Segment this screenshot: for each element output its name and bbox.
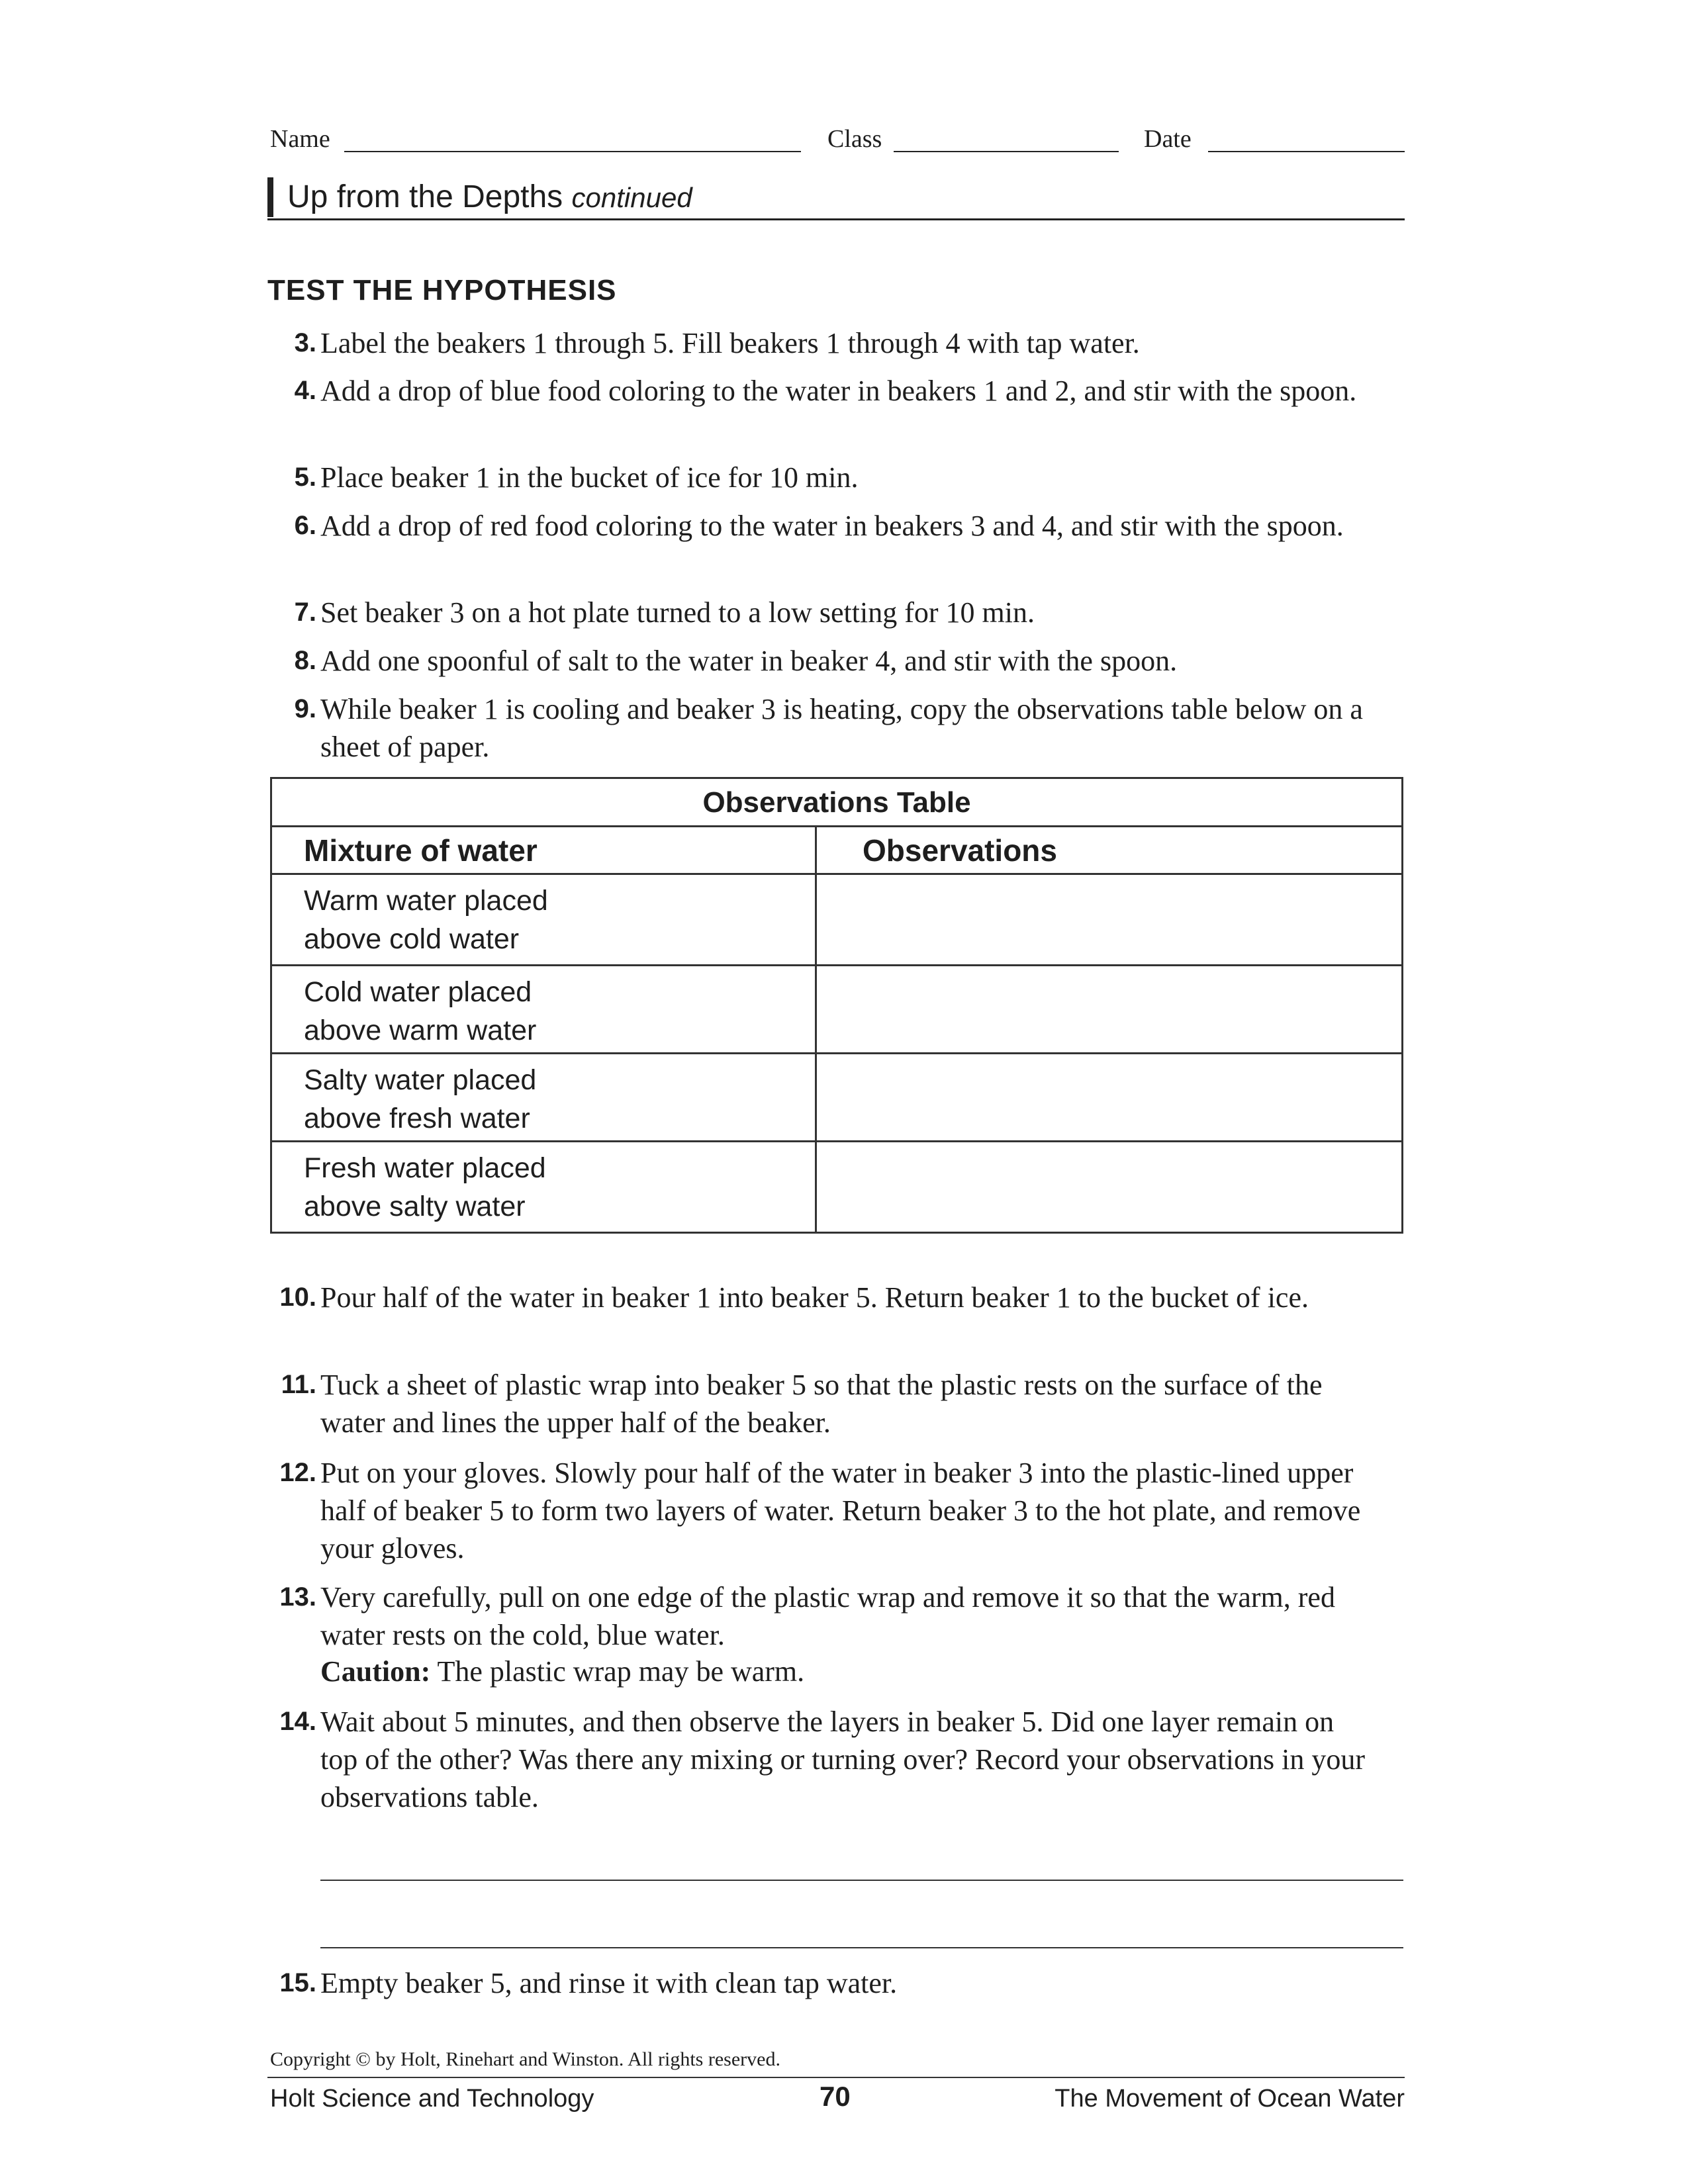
step-text: Set beaker 3 on a hot plate turned to a low setting for 10 min. <box>320 596 1035 629</box>
step-8 <box>270 642 1369 680</box>
footer-divider <box>267 2077 1405 2078</box>
table-row <box>272 1140 1401 1232</box>
date-field[interactable] <box>1208 151 1405 152</box>
step-7 <box>270 594 1369 631</box>
caution-label: Caution: <box>320 1655 431 1688</box>
step-text: Label the beakers 1 through 5. Fill beakers 1 through 4 with tap water. <box>320 327 1140 359</box>
step-3 <box>270 324 1369 362</box>
mixture-cell: Salty water placed above fresh water <box>304 1064 537 1134</box>
step-text: Tuck a sheet of plastic wrap into beaker 5 so that the plastic rests on the surface of the water and lines the upper half of the beaker. <box>320 1369 1323 1439</box>
step-5 <box>270 459 1369 496</box>
step-9 <box>270 690 1369 766</box>
step-number: 10. <box>279 1283 316 1312</box>
mixture-cell: Cold water placed above warm water <box>304 976 537 1046</box>
mixture-cell: Fresh water placed above salty water <box>304 1152 546 1222</box>
step-number: 13. <box>279 1582 316 1612</box>
observation-cell[interactable] <box>817 875 1401 966</box>
page-title-suffix: continued <box>571 182 692 213</box>
title-marker <box>267 177 273 217</box>
step-number: 14. <box>279 1707 316 1736</box>
step-text: Place beaker 1 in the bucket of ice for 10 min. <box>320 461 859 494</box>
footer-chapter-title: The Movement of Ocean Water <box>1055 2085 1405 2113</box>
step-text: Put on your gloves. Slowly pour half of the water in beaker 3 into the plastic-lined upper half of beaker 5 to form two layers of water. Return beaker 3 to the hot plate, and remove your gloves. <box>320 1457 1361 1565</box>
class-field[interactable] <box>894 151 1119 152</box>
step-10 <box>270 1279 1369 1316</box>
step-number: 12. <box>279 1458 316 1487</box>
step-text: While beaker 1 is cooling and beaker 3 is heating, copy the observations table below on a sheet of paper. <box>320 693 1363 763</box>
class-label: Class <box>827 125 882 153</box>
mixture-cell: Warm water placed above cold water <box>304 885 548 955</box>
step-number: 9. <box>294 694 316 723</box>
step-text: Very carefully, pull on one edge of the plastic wrap and remove it so that the warm, red water rests on the cold, blue water. <box>320 1581 1335 1651</box>
step-number: 4. <box>294 376 316 405</box>
answer-line[interactable] <box>320 1947 1403 1948</box>
step-number: 3. <box>294 328 316 357</box>
step-number: 8. <box>294 646 316 675</box>
name-field[interactable] <box>344 151 801 152</box>
caution-note <box>320 1655 804 1688</box>
caution-text: The plastic wrap may be warm. <box>437 1655 805 1688</box>
table-row <box>272 873 1401 966</box>
page-number: 70 <box>820 2081 851 2112</box>
step-text: Pour half of the water in beaker 1 into beaker 5. Return beaker 1 to the bucket of ice. <box>320 1281 1309 1314</box>
step-text: Empty beaker 5, and rinse it with clean tap water. <box>320 1967 898 1999</box>
step-6 <box>270 507 1369 545</box>
answer-line[interactable] <box>320 1880 1403 1881</box>
page-title-main: Up from the Depths <box>287 179 563 214</box>
table-row <box>272 964 1401 1054</box>
name-label: Name <box>270 125 330 153</box>
observation-cell[interactable] <box>817 1142 1401 1232</box>
date-label: Date <box>1144 125 1192 153</box>
copyright-notice: Copyright © by Holt, Rinehart and Winston. All rights reserved. <box>270 2048 780 2070</box>
step-number: 5. <box>294 463 316 492</box>
column-header-mixture: Mixture of water <box>304 833 538 868</box>
step-12 <box>270 1454 1369 1567</box>
step-text: Wait about 5 minutes, and then observe the layers in beaker 5. Did one layer remain on top of the other? Was there any mixing or turning over? Record your observations in your observations table. <box>320 1706 1366 1813</box>
step-number: 6. <box>294 511 316 540</box>
step-text: Add a drop of blue food coloring to the water in beakers 1 and 2, and stir with the spoon. <box>320 375 1357 407</box>
step-number: 15. <box>279 1968 316 1997</box>
observations-table <box>270 777 1403 1234</box>
page-title <box>287 179 692 215</box>
step-4 <box>270 372 1369 410</box>
step-15 <box>270 1964 1369 2002</box>
footer-book-title: Holt Science and Technology <box>270 2085 594 2113</box>
column-header-observations: Observations <box>863 833 1057 868</box>
table-row <box>272 1052 1401 1142</box>
title-bar <box>267 173 1405 220</box>
step-text: Add a drop of red food coloring to the water in beakers 3 and 4, and stir with the spoon. <box>320 510 1344 542</box>
table-title: Observations Table <box>272 779 1401 827</box>
observation-cell[interactable] <box>817 966 1401 1054</box>
step-13 <box>270 1578 1369 1654</box>
observation-cell[interactable] <box>817 1054 1401 1142</box>
step-11 <box>270 1366 1369 1441</box>
section-heading: TEST THE HYPOTHESIS <box>267 274 617 306</box>
step-number: 7. <box>294 598 316 627</box>
step-14 <box>270 1703 1369 1816</box>
step-text: Add one spoonful of salt to the water in beaker 4, and stir with the spoon. <box>320 645 1178 677</box>
step-number: 11. <box>281 1370 316 1399</box>
